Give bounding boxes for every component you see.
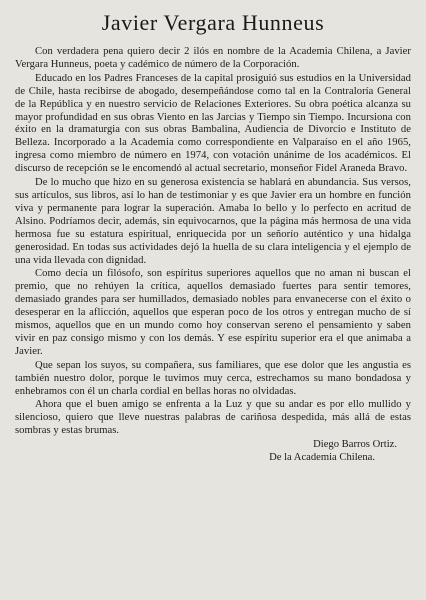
paragraph-intro: Con verdadera pena quiero decir 2 ilós en nombre de la Academia Chilena, a Javier Vergara Hunneus, poeta y cadémico de número de la Corporación. [15,46,411,70]
paragraph-condolence: Que sepan los suyos, su compañera, sus familiares, que ese dolor que les angustia es también nuestro dolor, porque le tuvimos muy cerca, estrechamos su mano bondadosa y enhebramos con él un charla cordial en bellas horas no olvidadas. [15,359,411,397]
paragraph-philosophy: Como decía un filósofo, son espíritus superiores aquellos que no aman ni buscan el premio, que no rehúyen la crítica, aquellos demasiado fuertes para sentir temores, demasiado grandes para ser humillados, demasiado nobles para envanecerse con el éxito o desesperar en la aflicción, aquellos que esperan poco de los otros y entregan mucho de sí mismos, aquellos que en un mundo como hoy conservan sereno el pensamiento y saben vivir en paz consigo mismo y con los demás. Y ese espíritu superior era el que animaba a Javier. [15,268,411,357]
paragraph-biography: Educado en los Padres Franceses de la capital prosiguió sus estudios en la Universidad de Chile, hasta recibirse de abogado, desempeñándose como tal en la Contraloría General de la República y en nuestro servicio de Relaciones Exteriores. Su obra poética alcanza su mayor profundidad en sus obras Viento en las Jarcias y Tiempo sin Tiempo. Incursiona con éxito en la dramaturgia con sus obras Bambalina, Audiencia de Divorcio e Instituto de Belleza. Incorporado a la Academia como correspondiente en Valparaíso en el año 1965, ingresa como miembro de número en 1974, con votación unánime de los académicos. El discurso de recepción se le encomendó al actual secretario, monseñor Fidel Araneda Bravo. [15,72,411,175]
signature-block [15,439,411,465]
signature-organization: De la Academia Chilena. [269,452,375,464]
paragraph-farewell: Ahora que el buen amigo se enfrenta a la Luz y que su andar es por ello mullido y silencioso, quiero que lleve nuestras palabras de cariñosa despedida, más allá de estas sombras y estas brumas. [15,399,411,437]
page-title: Javier Vergara Hunneus [101,10,325,35]
signature-name: Diego Barros Ortiz. [313,439,397,451]
paragraph-legacy: De lo mucho que hizo en su generosa existencia se hablará en abundancia. Sus versos, sus artículos, sus libros, así lo han de testimoniar y es que Javier era un hombre en función viva y permanente para lograr la superación. Amaba lo bello y lo perfecto en acritud de Alsino. Podríamos decir, además, sin equivocarnos, que la página más hermosa de una vida hermosa fue su estatura espiritual, enriquecida por un señorío auténtico y una hidalga generosidad. En todas sus actividades dejó la huella de su clara inteligencia y el ejemplo de una vida llevada con dignidad. [15,177,411,266]
